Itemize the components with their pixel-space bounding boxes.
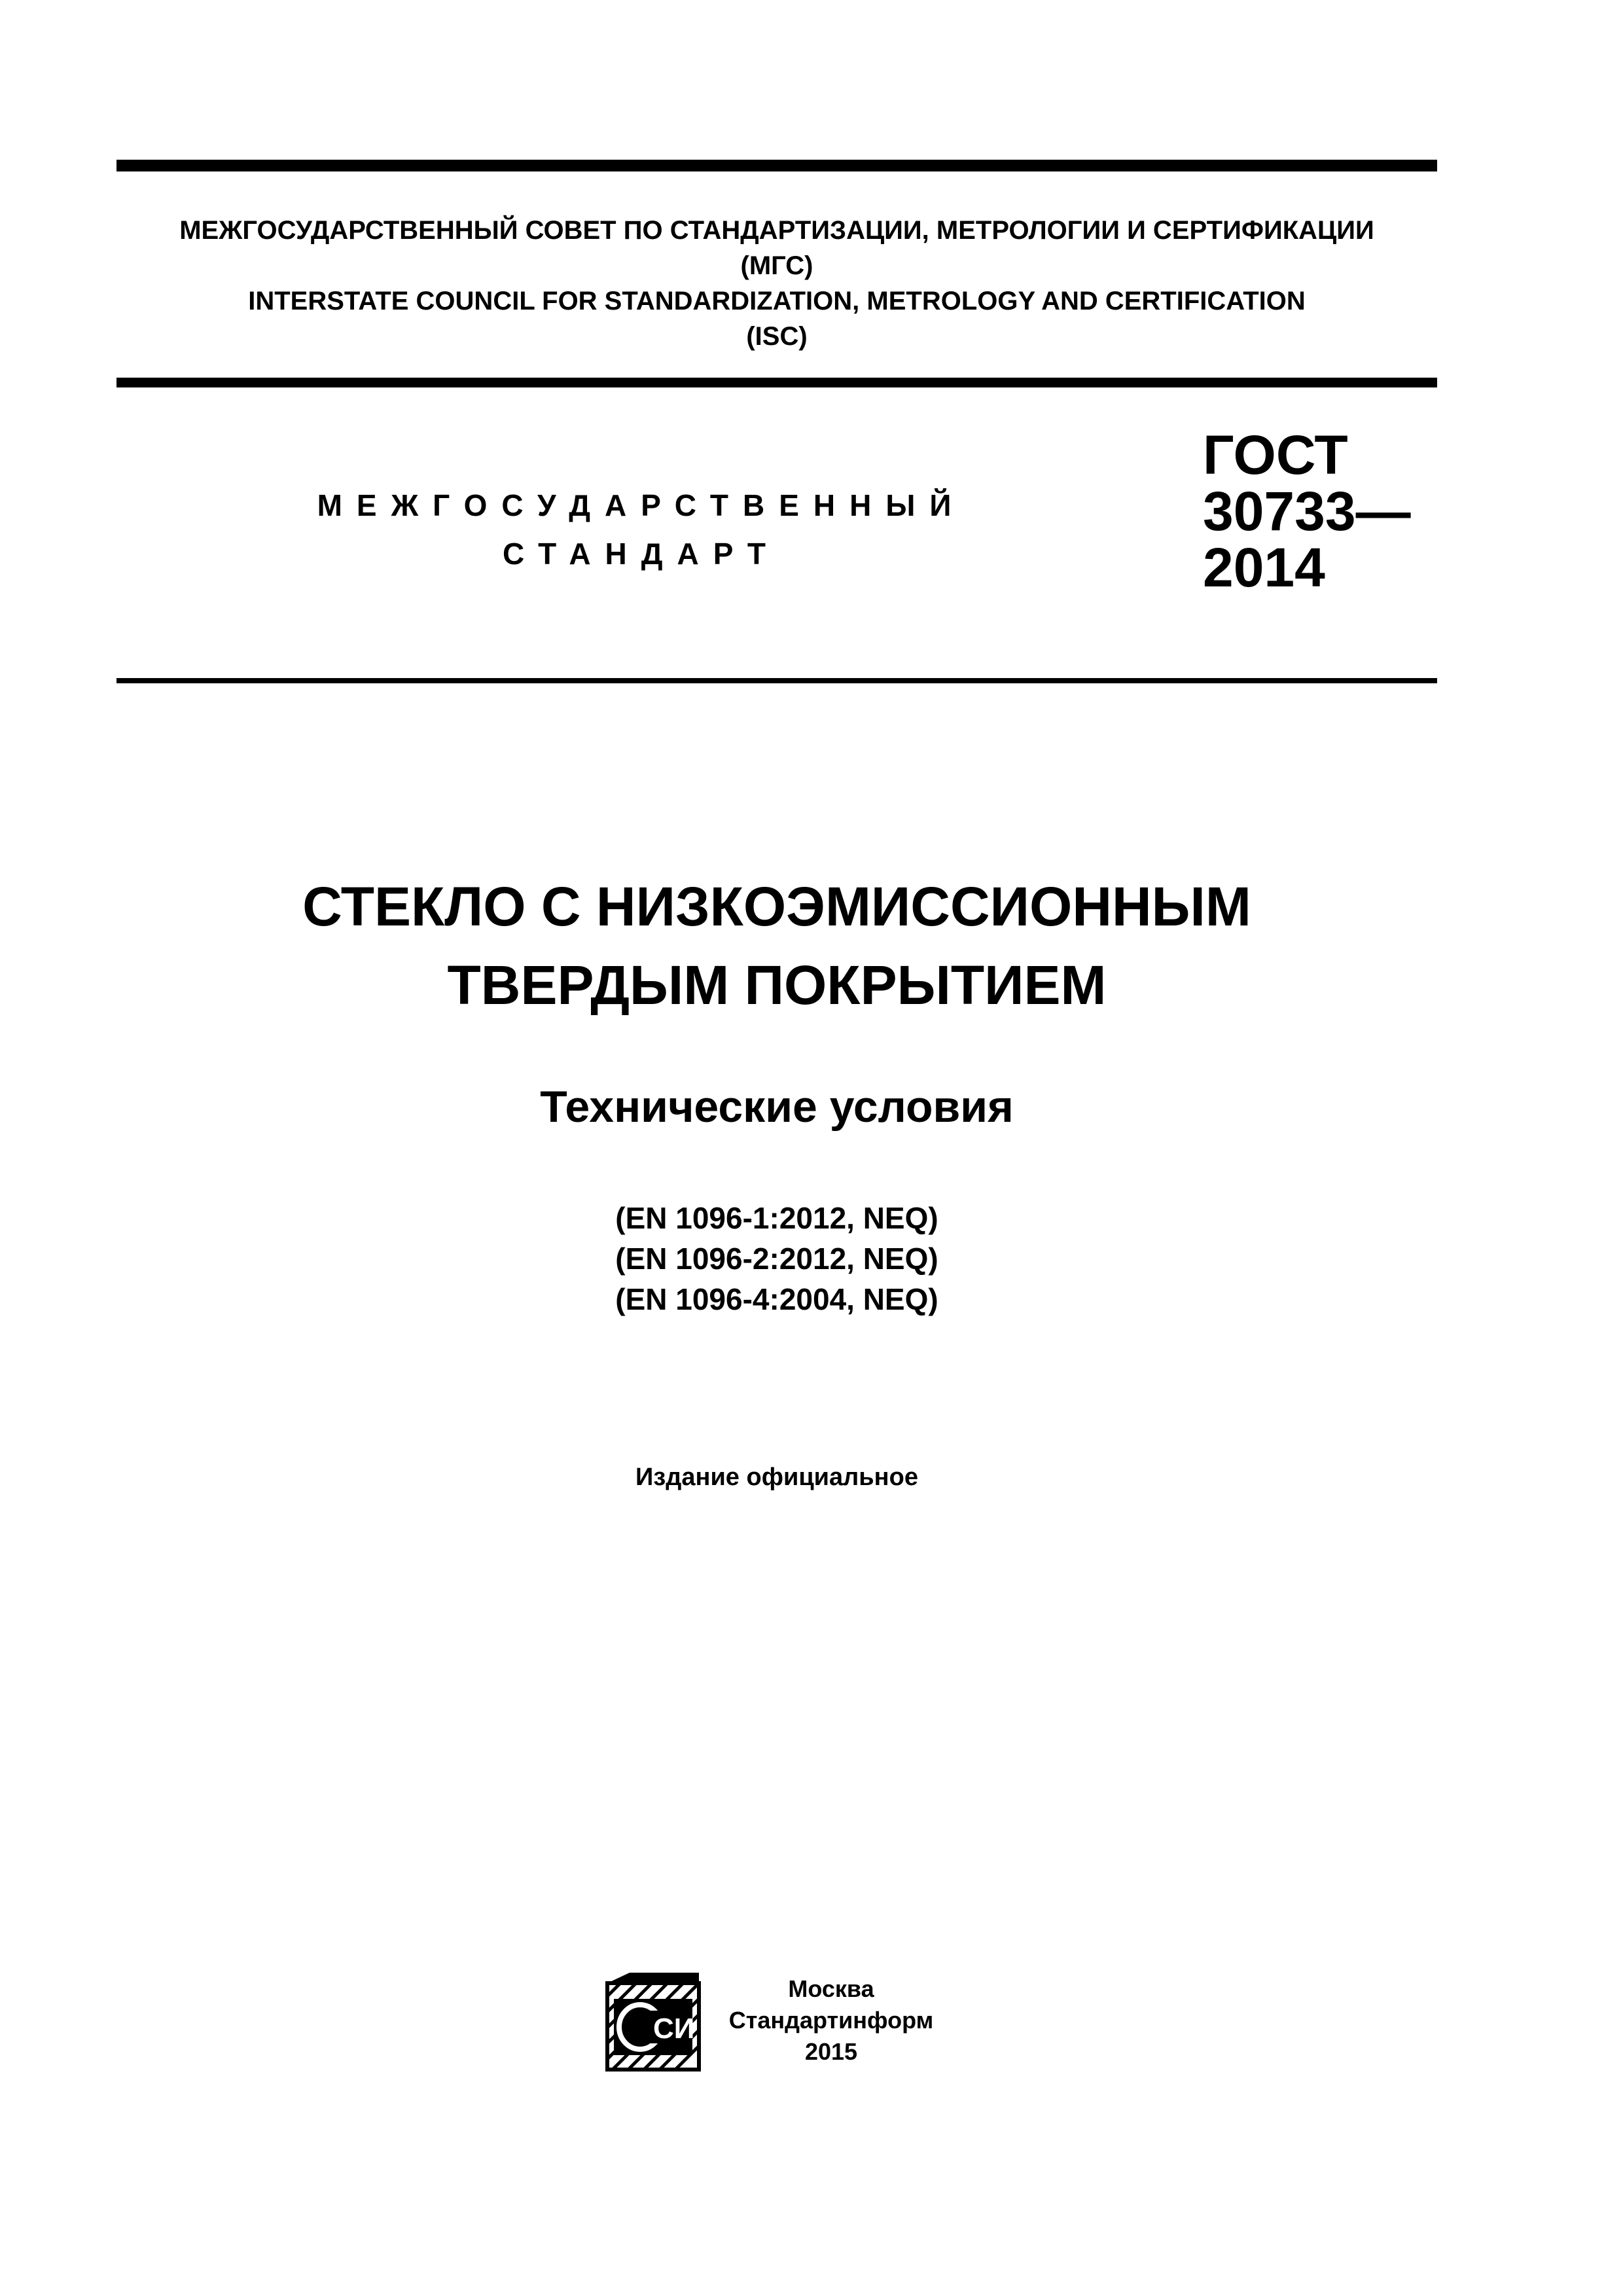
- document-title-line2: ТВЕРДЫМ ПОКРЫТИЕМ: [447, 954, 1107, 1016]
- publisher-city: Москва: [788, 1975, 874, 2002]
- document-title-line1: СТЕКЛО С НИЗКОЭМИССИОННЫМ: [302, 876, 1251, 937]
- council-header: [116, 213, 1437, 354]
- reference-item: (EN 1096-2:2012, NEQ): [615, 1242, 938, 1276]
- document-subtitle: Технические условия: [540, 1082, 1014, 1132]
- gost-prefix: ГОСТ: [1203, 424, 1348, 486]
- council-abbr-en: (ISC): [746, 322, 808, 351]
- reference-item: (EN 1096-4:2004, NEQ): [615, 1282, 938, 1316]
- bottom-rule: [116, 678, 1437, 683]
- document-title: [116, 867, 1437, 1024]
- reference-standards: [116, 1198, 1437, 1319]
- reference-item: (EN 1096-1:2012, NEQ): [615, 1201, 938, 1235]
- standartinform-logo-icon: [603, 1970, 703, 2073]
- middle-rule: [116, 378, 1437, 387]
- gost-designation: [1203, 424, 1411, 598]
- gost-year: 2014: [1203, 537, 1325, 598]
- council-abbr-ru: (МГС): [740, 251, 813, 280]
- edition-label: Издание официальное: [635, 1463, 918, 1491]
- standard-type-line2: СТАНДАРТ: [503, 537, 780, 571]
- standard-type-line1: МЕЖГОСУДАРСТВЕННЫЙ: [317, 488, 966, 522]
- council-name-en: INTERSTATE COUNCIL FOR STANDARDIZATION, METROLOGY AND CERTIFICATION: [248, 287, 1306, 315]
- publisher-name: Стандартинформ: [728, 2007, 934, 2034]
- top-rule: [116, 160, 1437, 171]
- publisher-block: [720, 1973, 942, 2068]
- publisher-year: 2015: [804, 2038, 858, 2065]
- logo-text: СИ: [653, 2013, 695, 2045]
- council-name-ru: МЕЖГОСУДАРСТВЕННЫЙ СОВЕТ ПО СТАНДАРТИЗАЦИИ, МЕТРОЛОГИИ И СЕРТИФИКАЦИИ: [179, 216, 1374, 245]
- gost-number: 30733—: [1203, 480, 1411, 542]
- standard-type: [262, 481, 1021, 578]
